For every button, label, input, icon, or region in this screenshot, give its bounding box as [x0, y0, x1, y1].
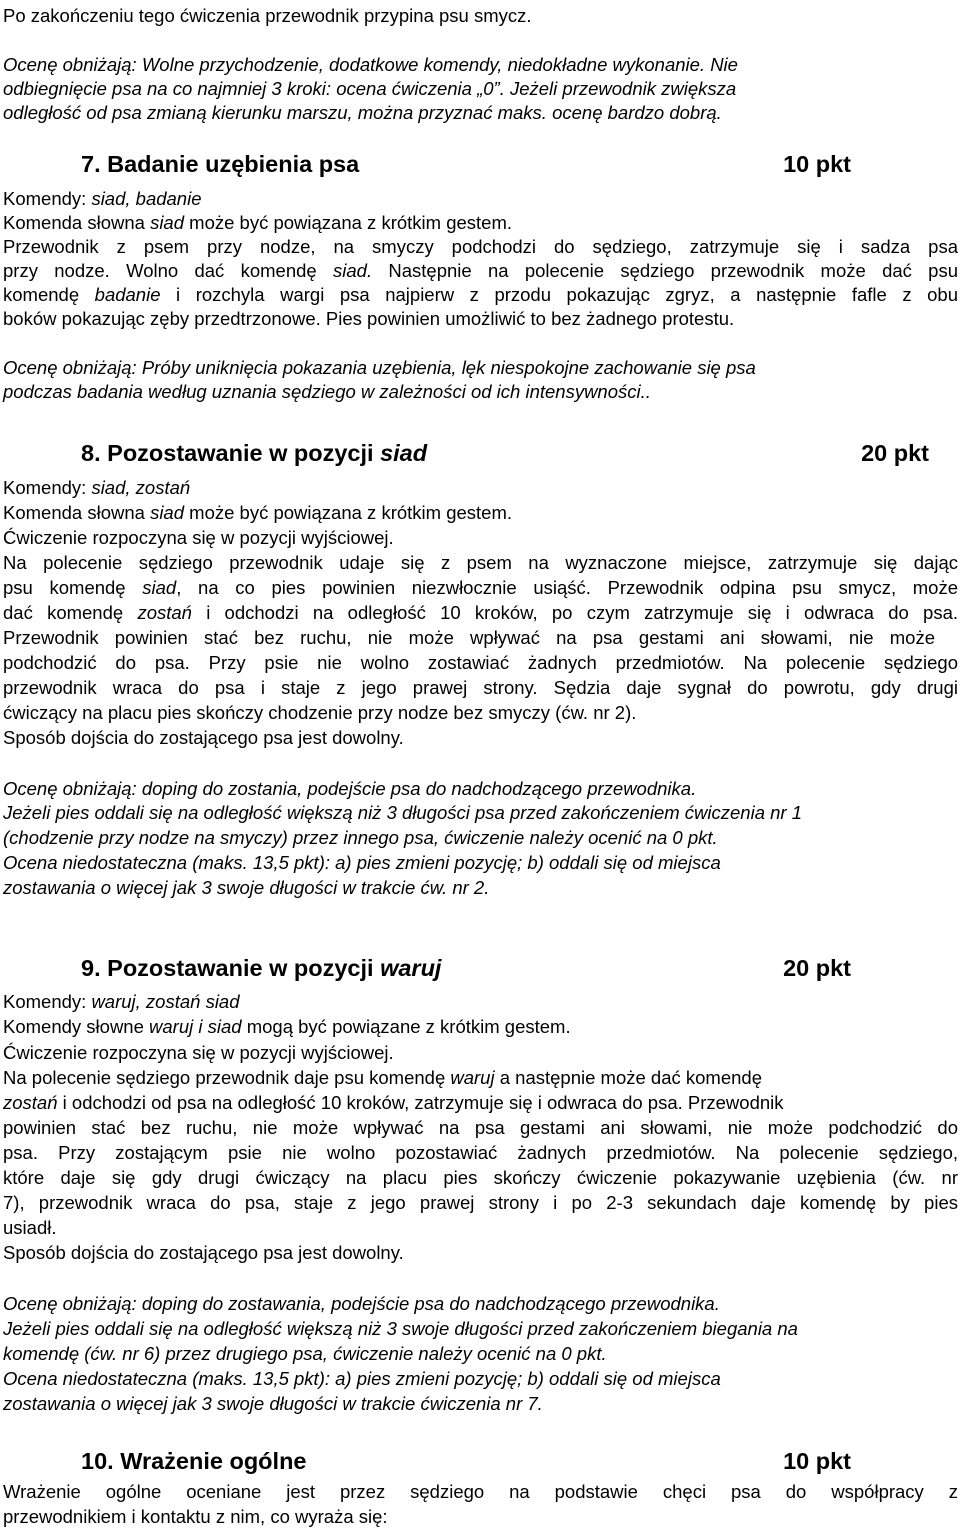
section-9-paragraph-line-1: Na polecenie sędziego przewodnik daje psu komendę waruj a następnie może dać komendę [3, 1067, 762, 1088]
section-8-verbal-note: Komenda słowna siad może być powiązana z krótkim gestem. [3, 502, 513, 523]
section-10-paragraph-line-2: przewodnikiem i kontaktu z nim, co wyraża się: [3, 1506, 388, 1527]
section-8-paragraph-line-7: ćwiczący na placu pies skończy chodzenie przy nodze bez smyczy (ćw. nr 2). [3, 702, 637, 723]
section-8-paragraph-line-1: Na polecenie sędziego przewodnik udaje się z psem na wyznaczone miejsce, zatrzymuje się dając [3, 552, 958, 573]
section-7-verbal-note: Komenda słowna siad może być powiązana z krótkim gestem. [3, 212, 513, 233]
section-8-paragraph-line-5: podchodzić do psa. Przy psie nie wolno zostawiać żadnych przedmiotów. Na polecenie sędziego [3, 652, 958, 673]
section-8-note-line-1: Ocenę obniżają: doping do zostania, podejście psa do nadchodzącego przewodnika. [3, 778, 697, 799]
section-9-paragraph-line-5: które daje się gdy drugi ćwiczący na placu pies skończy ćwiczenie pokazywanie uzębienia (ćw. nr [3, 1167, 958, 1188]
section-7-heading [81, 150, 851, 178]
section-7-note-line-1: Ocenę obniżają: Próby uniknięcia pokazania uzębienia, lęk niespokojne zachowanie się psa [3, 357, 756, 378]
section-9-commands: Komendy: waruj, zostań siad [3, 991, 240, 1012]
section-9-verbal-note: Komendy słowne waruj i siad mogą być powiązane z krótkim gestem. [3, 1016, 571, 1037]
section-9-note-line-5: zostawania o więcej jak 3 swoje długości w trakcie ćwiczenia nr 7. [3, 1393, 543, 1414]
section-10-number: 10. [81, 1448, 114, 1474]
section-7-number: 7. [81, 151, 101, 177]
section-10-points: 10 pkt [783, 1448, 851, 1474]
section-7-note-line-2: podczas badania według uznania sędziego w zależności od ich intensywności.. [3, 381, 651, 402]
section-9-title: Pozostawanie w pozycji [107, 955, 374, 981]
section-8-commands: Komendy: siad, zostań [3, 477, 191, 498]
note-6-line-3: odległość od psa zmianą kierunku marszu, można przyznać maks. ocenę bardzo dobrą. [3, 102, 722, 123]
section-9-title-command: waruj [380, 955, 442, 981]
section-8-title-command: siad [380, 440, 428, 466]
section-8-title: Pozostawanie w pozycji [107, 440, 374, 466]
section-9-paragraph-line-2: zostań i odchodzi od psa na odległość 10 kroków, zatrzymuje się i odwraca do psa. Przewodnik [3, 1092, 784, 1113]
section-8-number: 8. [81, 440, 101, 466]
intro-line: Po zakończeniu tego ćwiczenia przewodnik przypina psu smycz. [3, 5, 532, 26]
section-9-paragraph-line-3: powinien stać bez ruchu, nie może wpływać na psa gestami ani słowami, nie może podchodzić do [3, 1117, 958, 1138]
section-8-note-line-2: Jeżeli pies oddali się na odległość większą niż 3 długości psa przed zakończeniem ćwiczenia nr 1 [3, 802, 803, 823]
section-8-paragraph-line-3: dać komendę zostań i odchodzi na odległość 10 kroków, po czym zatrzymuje się i odwraca do psa. [3, 602, 959, 623]
section-7-commands: Komendy: siad, badanie [3, 188, 202, 209]
section-9-paragraph-line-4: psa. Przy zostającym psie nie wolno pozostawiać żadnych przedmiotów. Na polecenie sędziego, [3, 1142, 958, 1163]
section-9-note-line-1: Ocenę obniżają: doping do zostawania, podejście psa do nadchodzącego przewodnika. [3, 1293, 720, 1314]
section-8-heading [81, 439, 929, 467]
section-7-paragraph-line-2: przy nodze. Wolno dać komendę siad. Następnie na polecenie sędziego przewodnik może dać psu [3, 260, 959, 281]
section-10-title: Wrażenie ogólne [120, 1448, 307, 1474]
section-7-paragraph-line-3: komendę badanie i rozchyla wargi psa najpierw z przodu pokazując zgryz, a następnie fafle z obu [3, 284, 959, 305]
section-9-note-line-4: Ocena niedostateczna (maks. 13,5 pkt): a) pies zmieni pozycję; b) oddali się od miejsca [3, 1368, 721, 1389]
section-7-paragraph-line-4: boków pokazując zęby przedtrzonowe. Pies powinien umożliwić to bez żadnego protestu. [3, 308, 735, 329]
section-8-note-line-5: zostawania o więcej jak 3 swoje długości w trakcie ćw. nr 2. [3, 877, 490, 898]
section-9-paragraph-line-7: usiadł. [3, 1217, 57, 1238]
note-6-line-1: Ocenę obniżają: Wolne przychodzenie, dodatkowe komendy, niedokładne wykonanie. Nie [3, 54, 738, 75]
section-8-paragraph-line-2: psu komendę siad, na co pies powinien niezwłocznie usiąść. Przewodnik odpina psu smycz, może [3, 577, 959, 598]
section-8-paragraph-line-4: Przewodnik powinien stać bez ruchu, nie może wpływać na psa gestami ani słowami, nie może [3, 627, 935, 648]
note-6-line-2: odbiegnięcie psa na co najmniej 3 kroki: ocena ćwiczenia „0”. Jeżeli przewodnik zwiększa [3, 78, 737, 99]
section-7-title: Badanie uzębienia psa [107, 151, 360, 177]
section-10-heading [81, 1447, 851, 1475]
section-8-note-line-4: Ocena niedostateczna (maks. 13,5 pkt): a) pies zmieni pozycję; b) oddali się od miejsca [3, 852, 721, 873]
section-8-points: 20 pkt [861, 440, 929, 466]
section-9-heading [81, 954, 851, 982]
section-9-points: 20 pkt [783, 955, 851, 981]
section-9-note-line-2: Jeżeli pies oddali się na odległość większą niż 3 swoje długości przed zakończeniem biegania na [3, 1318, 798, 1339]
section-9-paragraph-line-8: Sposób dojścia do zostającego psa jest dowolny. [3, 1242, 404, 1263]
section-8-note-line-3: (chodzenie przy nodze na smyczy) przez innego psa, ćwiczenie należy ocenić na 0 pkt. [3, 827, 718, 848]
section-10-paragraph-line-1: Wrażenie ogólne oceniane jest przez sędziego na podstawie chęci psa do współpracy z [3, 1481, 958, 1502]
section-7-paragraph-line-1: Przewodnik z psem przy nodze, na smyczy podchodzi do sędziego, zatrzymuje się i sadza psa [3, 236, 958, 257]
section-8-paragraph-line-8: Sposób dojścia do zostającego psa jest dowolny. [3, 727, 404, 748]
section-8-start: Ćwiczenie rozpoczyna się w pozycji wyjściowej. [3, 527, 394, 548]
section-7-points: 10 pkt [783, 151, 851, 177]
section-8-paragraph-line-6: przewodnik wraca do psa i staje z jego prawej strony. Sędzia daje sygnał do powrotu, gdy drugi [3, 677, 958, 698]
section-9-note-line-3: komendę (ćw. nr 6) przez drugiego psa, ćwiczenie należy ocenić na 0 pkt. [3, 1343, 607, 1364]
section-9-start: Ćwiczenie rozpoczyna się w pozycji wyjściowej. [3, 1042, 394, 1063]
section-9-number: 9. [81, 955, 101, 981]
section-9-paragraph-line-6: 7), przewodnik wraca do psa, staje z jego prawej strony i po 2-3 sekundach daje komendę by pies [3, 1192, 958, 1213]
